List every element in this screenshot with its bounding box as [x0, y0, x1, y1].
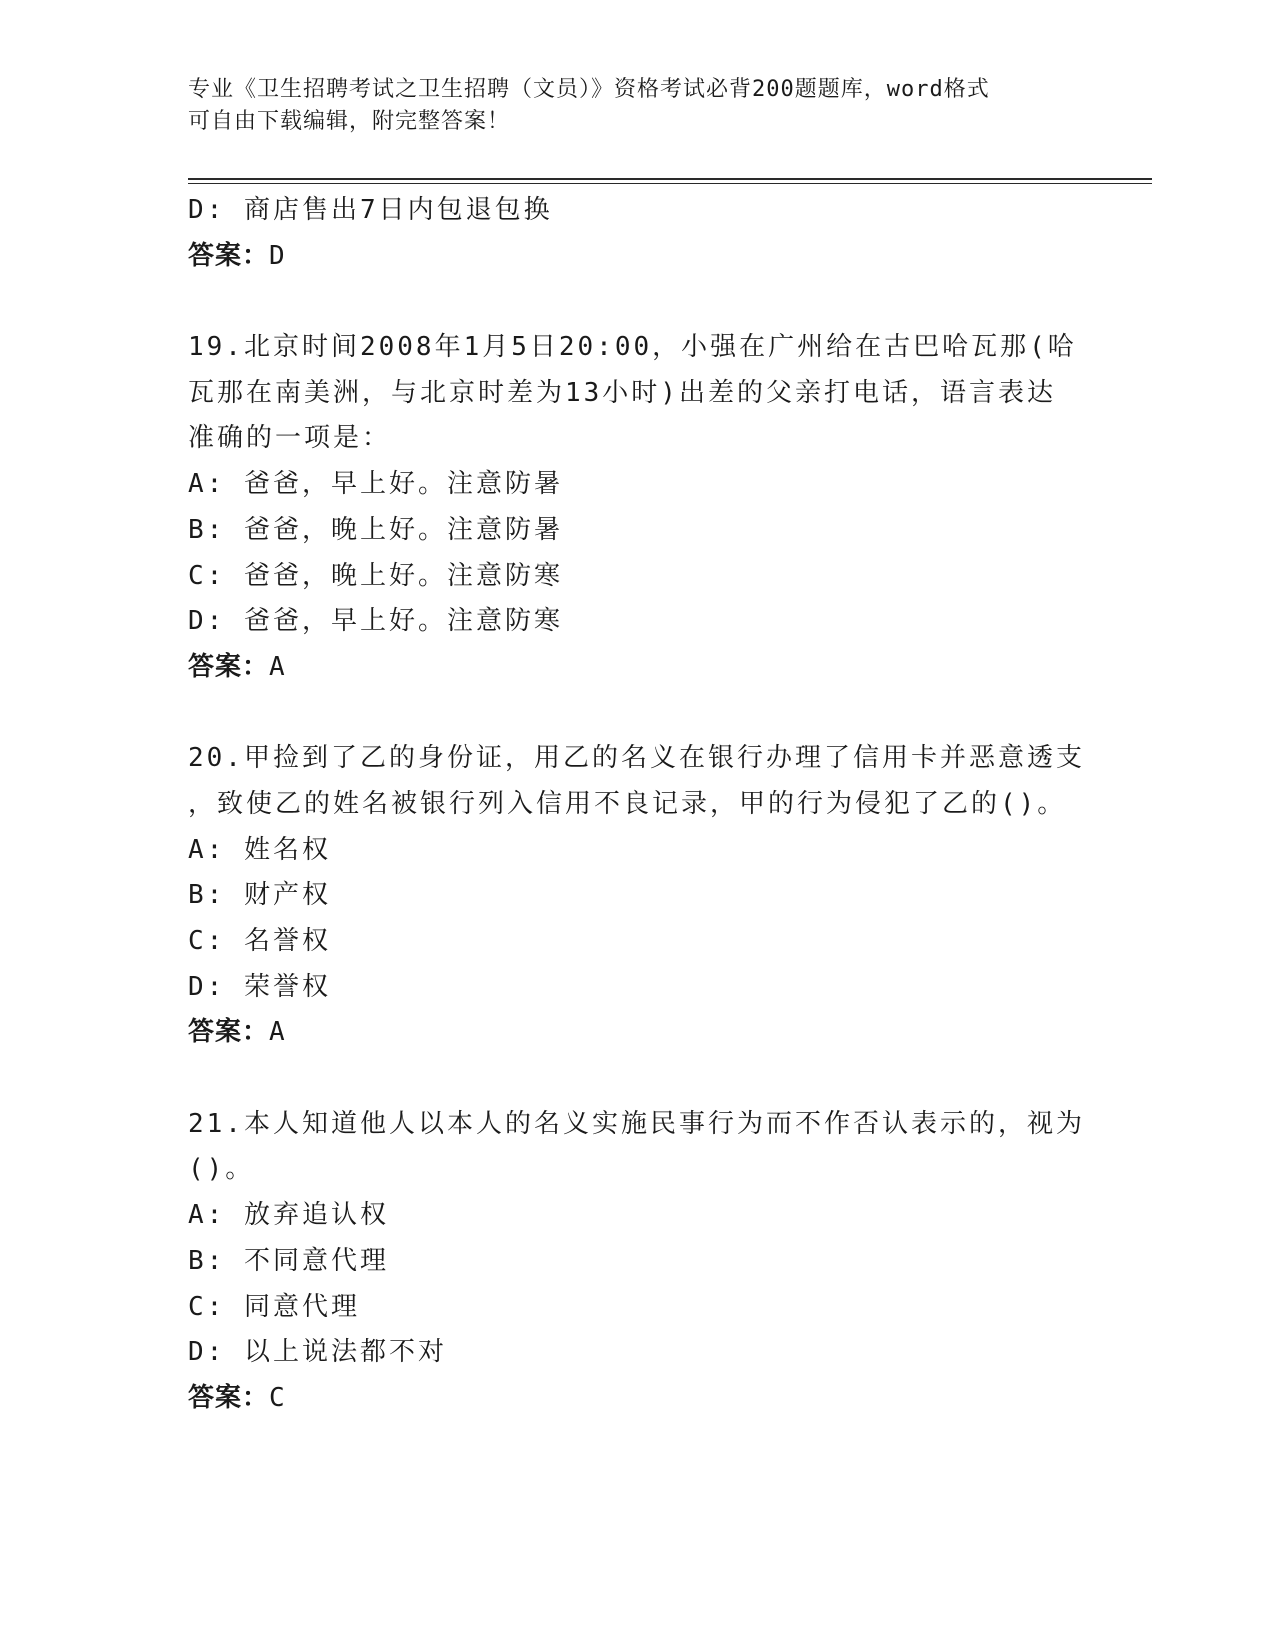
q21-stem-line-2: ()。: [188, 1154, 255, 1185]
q19-answer: [188, 645, 1088, 691]
question-list: [188, 188, 1088, 1422]
answer-label: 答案：: [188, 651, 270, 682]
header-divider-thin: [188, 183, 1152, 184]
q19-option-d: D: 爸爸，早上好。注意防寒: [188, 606, 563, 637]
q19-option-a: A: 爸爸，早上好。注意防暑: [188, 469, 563, 500]
answer-value: C: [269, 1382, 286, 1413]
q20-option-c: C: 名誉权: [188, 926, 331, 956]
document-header: [188, 74, 1088, 138]
q19-stem-line-2: 瓦那在南美洲，与北京时差为13小时)出差的父亲打电话，语言表达: [188, 377, 1056, 408]
question-spacer: [188, 1056, 1088, 1102]
q19-option-b: B: 爸爸，晚上好。注意防暑: [188, 514, 563, 545]
q20-option-d: D: 荣誉权: [188, 971, 331, 1002]
q21-option-c: C: 同意代理: [188, 1291, 360, 1322]
q19-stem-line-1: 19.北京时间2008年1月5日20:00，小强在广州给在古巴哈瓦那(哈: [188, 332, 1077, 363]
q21-option-d: D: 以上说法都不对: [188, 1337, 447, 1368]
q21-answer: [188, 1376, 1088, 1422]
q20-option-a: A: 姓名权: [188, 834, 331, 865]
answer-value: A: [269, 1017, 286, 1048]
q20-stem-line-2: ，致使乙的姓名被银行列入信用不良记录，甲的行为侵犯了乙的()。: [188, 788, 1067, 819]
q18-answer: [188, 234, 1088, 280]
answer-label: 答案：: [188, 1382, 270, 1413]
q21-option-b: B: 不同意代理: [188, 1245, 389, 1276]
q21-stem-line-1: 21.本人知道他人以本人的名义实施民事行为而不作否认表示的，视为: [188, 1108, 1085, 1139]
q18-option-d: D: 商店售出7日内包退包换: [188, 195, 553, 225]
header-title-line-1: 专业《卫生招聘考试之卫生招聘（文员）》资格考试必背200题题库，word格式: [188, 77, 990, 102]
q19-option-c: C: 爸爸，晚上好。注意防寒: [188, 560, 563, 591]
header-title-line-2: 可自由下载编辑，附完整答案！: [188, 109, 511, 134]
question-spacer: [188, 279, 1088, 325]
header-divider-thick: [188, 178, 1152, 180]
q19-stem-line-3: 准确的一项是：: [188, 423, 392, 454]
q20-answer: [188, 1010, 1088, 1056]
q20-option-b: B: 财产权: [188, 880, 331, 911]
question-spacer: [188, 691, 1088, 737]
answer-value: D: [269, 240, 286, 271]
q20-stem-line-1: 20.甲捡到了乙的身份证，用乙的名义在银行办理了信用卡并恶意透支: [188, 743, 1085, 774]
answer-label: 答案：: [188, 240, 270, 271]
q21-option-a: A: 放弃追认权: [188, 1200, 389, 1231]
answer-label: 答案：: [188, 1017, 270, 1048]
answer-value: A: [269, 651, 286, 682]
